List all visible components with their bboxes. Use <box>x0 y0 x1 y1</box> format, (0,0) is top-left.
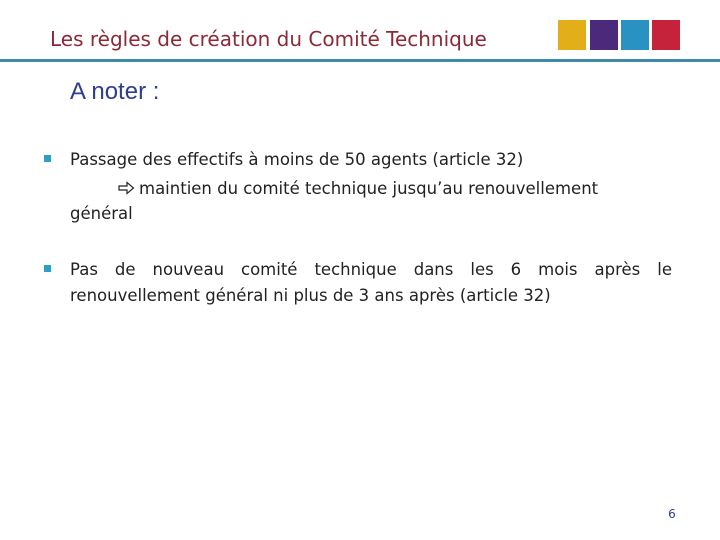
brand-square-red <box>652 20 680 50</box>
bullet-square-icon <box>44 265 51 272</box>
brand-square-yellow <box>558 20 586 50</box>
right-arrow-icon <box>118 181 135 195</box>
bullet-square-icon <box>44 155 51 162</box>
subtitle: A noter : <box>70 78 160 105</box>
header-rule <box>0 59 720 62</box>
bullet-1-line-3: général <box>70 204 133 223</box>
slide-title: Les règles de création du Comité Technique <box>50 27 487 51</box>
bullet-1-line-2-text: maintien du comité technique jusqu’au renouvellement <box>139 179 599 198</box>
bullet-1-line-2 <box>118 176 598 202</box>
bullet-2-text: Pas de nouveau comité technique dans les 6 mois après le renouvellement général ni plus de 3 ans après (article 32) <box>70 260 672 305</box>
bullet-1-line-1: Passage des effectifs à moins de 50 agents (article 32) <box>70 150 524 169</box>
brand-square-purple <box>590 20 618 50</box>
brand-square-blue <box>621 20 649 50</box>
page-number: 6 <box>668 507 676 521</box>
